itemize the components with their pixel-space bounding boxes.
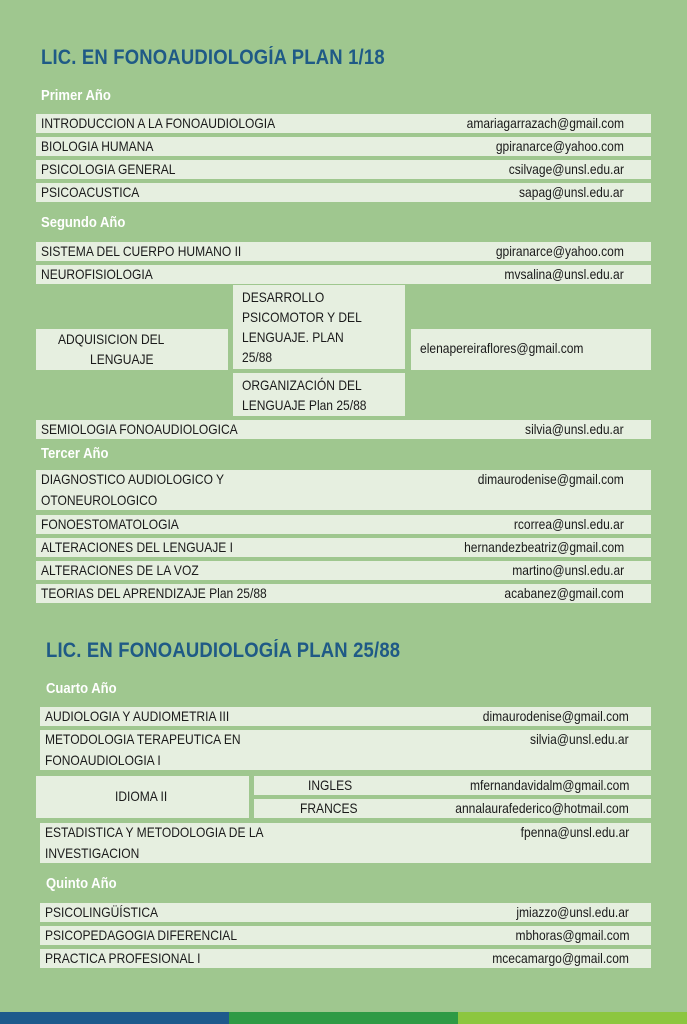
subject-name: INTRODUCCION A LA FONOAUDIOLOGIA — [41, 115, 276, 131]
subject-name: FONOESTOMATOLOGIA — [41, 516, 179, 532]
subject-name-line1: DIAGNOSTICO AUDIOLOGICO Y — [41, 471, 225, 487]
table-row — [40, 823, 651, 863]
subject-name: ALTERACIONES DE LA VOZ — [41, 562, 199, 578]
email-link[interactable]: annalaurafederico@hotmail.com — [455, 800, 629, 816]
email-link[interactable]: elenapereiraflores@gmail.com — [420, 340, 584, 356]
desarrollo-cell — [233, 285, 405, 369]
ingles-row — [254, 776, 651, 795]
email-link[interactable]: hernandezbeatriz@gmail.com — [463, 539, 624, 555]
subject-name: NEUROFISIOLOGIA — [41, 266, 153, 282]
email-link[interactable]: amariagarrazach@gmail.com — [466, 115, 624, 131]
email-link[interactable]: acabanez@gmail.com — [504, 585, 624, 601]
organizacion-line1: ORGANIZACIÓN DEL — [242, 377, 362, 393]
adquisicion-label-line2: LENGUAJE — [90, 351, 154, 367]
frances-label: FRANCES — [300, 800, 358, 816]
table-row — [36, 160, 651, 179]
table-row — [36, 137, 651, 156]
year-label-cuarto: Cuarto Año — [46, 681, 117, 697]
subject-name: PSICOACUSTICA — [41, 184, 140, 200]
email-link[interactable]: csilvage@unsl.edu.ar — [508, 161, 624, 177]
subject-name: PRACTICA PROFESIONAL I — [45, 950, 201, 966]
subject-name: SISTEMA DEL CUERPO HUMANO II — [41, 243, 242, 259]
plan-1-title: LIC. EN FONOAUDIOLOGÍA PLAN 1/18 — [41, 46, 385, 69]
table-row — [40, 707, 651, 726]
table-row — [36, 183, 651, 202]
email-link[interactable]: fpenna@unsl.edu.ar — [520, 824, 629, 840]
table-row — [36, 265, 651, 284]
table-row — [36, 561, 651, 580]
year-label-primer: Primer Año — [41, 88, 111, 104]
email-link[interactable]: mbhoras@gmail.com — [515, 927, 629, 943]
year-label-segundo: Segundo Año — [41, 215, 126, 231]
email-link[interactable]: dimaurodenise@gmail.com — [482, 708, 629, 724]
email-link[interactable]: mfernandavidalm@gmail.com — [469, 777, 629, 793]
footer-bar-light — [458, 1012, 687, 1024]
subject-name: AUDIOLOGIA Y AUDIOMETRIA III — [45, 708, 230, 724]
email-link[interactable]: rcorrea@unsl.edu.ar — [514, 516, 624, 532]
organizacion-line2: LENGUAJE Plan 25/88 — [242, 397, 367, 413]
subject-name-line2: OTONEUROLOGICO — [41, 492, 158, 508]
email-link[interactable]: gpiranarce@yahoo.com — [495, 243, 624, 259]
table-row — [40, 949, 651, 968]
subject-name: TEORIAS DEL APRENDIZAJE Plan 25/88 — [41, 585, 267, 601]
ingles-label: INGLES — [308, 777, 353, 793]
subject-name-line1: METODOLOGIA TERAPEUTICA EN — [45, 731, 241, 747]
desarrollo-line4: 25/88 — [242, 349, 273, 365]
table-row — [36, 114, 651, 133]
footer-bar-blue — [0, 1012, 229, 1024]
desarrollo-line2: PSICOMOTOR Y DEL — [242, 309, 362, 325]
table-row — [36, 515, 651, 534]
table-row — [40, 903, 651, 922]
table-row — [36, 420, 651, 439]
table-row — [36, 538, 651, 557]
table-row — [36, 470, 651, 510]
subject-name-line2: INVESTIGACION — [45, 845, 140, 861]
footer-bar-green — [229, 1012, 458, 1024]
table-row — [40, 730, 651, 770]
email-link[interactable]: silvia@unsl.edu.ar — [530, 731, 629, 747]
year-label-quinto: Quinto Año — [46, 876, 117, 892]
subject-name-line1: ESTADISTICA Y METODOLOGIA DE LA — [45, 824, 264, 840]
desarrollo-line1: DESARROLLO — [242, 289, 325, 305]
email-link[interactable]: martino@unsl.edu.ar — [512, 562, 624, 578]
email-link[interactable]: mcecamargo@gmail.com — [492, 950, 629, 966]
subject-name: PSICOLOGIA GENERAL — [41, 161, 176, 177]
table-row — [36, 242, 651, 261]
idioma-cell — [36, 776, 249, 818]
organizacion-cell — [233, 373, 405, 416]
adquisicion-email-cell — [411, 329, 651, 370]
table-row — [40, 926, 651, 945]
email-link[interactable]: gpiranarce@yahoo.com — [495, 138, 624, 154]
table-row — [36, 584, 651, 603]
desarrollo-line3: LENGUAJE. PLAN — [242, 329, 344, 345]
adquisicion-label-line1: ADQUISICION DEL — [58, 331, 165, 347]
subject-name: ALTERACIONES DEL LENGUAJE I — [41, 539, 234, 555]
subject-name: PSICOPEDAGOGIA DIFERENCIAL — [45, 927, 238, 943]
email-link[interactable]: dimaurodenise@gmail.com — [477, 471, 624, 487]
plan-2-title: LIC. EN FONOAUDIOLOGÍA PLAN 25/88 — [46, 639, 401, 662]
frances-row — [254, 799, 651, 818]
email-link[interactable]: mvsalina@unsl.edu.ar — [504, 266, 624, 282]
subject-name: BIOLOGIA HUMANA — [41, 138, 154, 154]
email-link[interactable]: jmiazzo@unsl.edu.ar — [516, 904, 629, 920]
year-label-tercer: Tercer Año — [41, 446, 109, 462]
subject-name-line2: FONOAUDIOLOGIA I — [45, 752, 161, 768]
subject-name: PSICOLINGÜÍSTICA — [45, 904, 159, 920]
adquisicion-cell — [36, 329, 228, 370]
idioma-label: IDIOMA II — [115, 788, 168, 804]
email-link[interactable]: sapag@unsl.edu.ar — [519, 184, 624, 200]
subject-name: SEMIOLOGIA FONOAUDIOLOGICA — [41, 421, 238, 437]
email-link[interactable]: silvia@unsl.edu.ar — [525, 421, 624, 437]
